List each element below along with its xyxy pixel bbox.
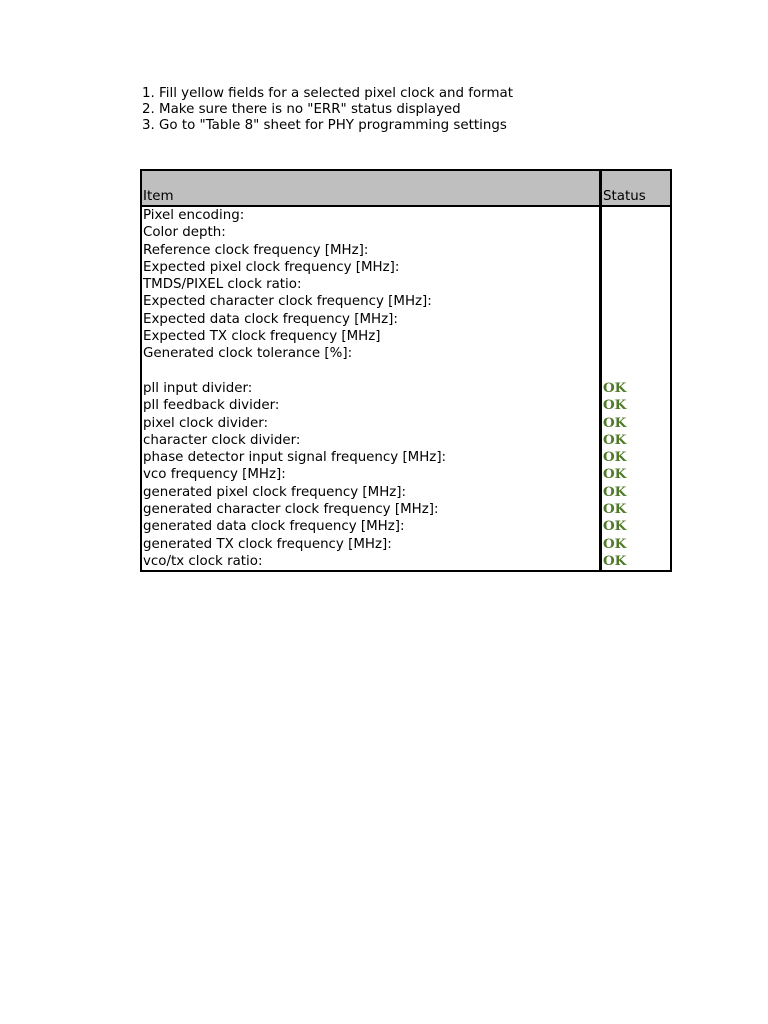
row-status [599,363,670,380]
instruction-3: 3. Go to "Table 8" sheet for PHY programming settings [142,118,507,133]
row-item-label: Expected TX clock frequency [MHz] [143,329,381,345]
table-row[interactable] [142,328,670,345]
table-row[interactable] [142,501,670,518]
row-status [599,276,670,293]
row-status [599,224,670,241]
row-item-label: Pixel encoding: [143,208,245,223]
row-item-label: vco/tx clock ratio: [143,553,263,569]
table-row[interactable] [142,293,670,310]
row-item-label [142,363,599,380]
row-item-label: pll feedback divider: [143,398,280,414]
table-row[interactable] [142,380,670,397]
table-header [142,171,670,207]
row-status [599,259,670,276]
table-row[interactable] [142,224,670,241]
row-status: OK [599,380,670,397]
row-status: OK [599,432,670,449]
row-status [599,345,670,362]
row-item-label: generated pixel clock frequency [MHz]: [143,484,407,500]
instruction-2: 2. Make sure there is no "ERR" status displayed [142,102,461,117]
row-status [599,207,670,224]
row-status: OK [599,415,670,432]
row-status [599,328,670,345]
header-status: Status [599,171,670,205]
table-row[interactable] [142,397,670,414]
table-row[interactable] [142,207,670,224]
row-status: OK [599,466,670,483]
row-status: OK [599,536,670,553]
table-row[interactable] [142,449,670,466]
table-row[interactable] [142,518,670,535]
row-status: OK [599,518,670,535]
row-status: OK [599,553,670,570]
table-row[interactable] [142,484,670,501]
row-item-label: Generated clock tolerance [%]: [143,346,353,362]
row-item-label: character clock divider: [143,432,301,448]
row-status: OK [599,449,670,466]
row-status: OK [599,484,670,501]
row-status: OK [599,501,670,518]
row-item-label: phase detector input signal frequency [MHz]: [143,450,447,466]
table-row[interactable] [142,466,670,483]
row-item-label: TMDS/PIXEL clock ratio: [143,277,302,293]
table-row[interactable] [142,242,670,259]
row-item-label: Expected character clock frequency [MHz]: [143,294,432,310]
table-row[interactable] [142,259,670,276]
row-item-label: Expected data clock frequency [MHz]: [143,311,398,327]
row-item-label: pixel clock divider: [143,415,268,431]
table-body [142,207,670,570]
row-item-label: Expected pixel clock frequency [MHz]: [143,259,400,275]
row-status [599,311,670,328]
row-status: OK [599,397,670,414]
row-item-label: generated data clock frequency [MHz]: [143,519,405,535]
row-item-label: vco frequency [MHz]: [143,467,286,483]
table-row[interactable] [142,553,670,570]
table-row[interactable] [142,536,670,553]
row-status [599,293,670,310]
instructions [142,86,702,134]
table-row[interactable] [142,311,670,328]
table-row[interactable] [142,363,670,380]
row-item-label: generated TX clock frequency [MHz]: [143,536,392,552]
table-row[interactable] [142,432,670,449]
clock-settings-table [140,169,672,572]
table-row[interactable] [142,276,670,293]
instruction-1: 1. Fill yellow fields for a selected pixel clock and format [142,86,513,101]
row-item-label: Reference clock frequency [MHz]: [143,242,369,258]
header-item: Item [143,189,174,204]
table-row[interactable] [142,415,670,432]
row-status [599,242,670,259]
row-item-label: generated character clock frequency [MHz]: [143,502,439,518]
row-item-label: Color depth: [143,225,226,241]
table-row[interactable] [142,345,670,362]
row-item-label: pll input divider: [143,380,253,396]
